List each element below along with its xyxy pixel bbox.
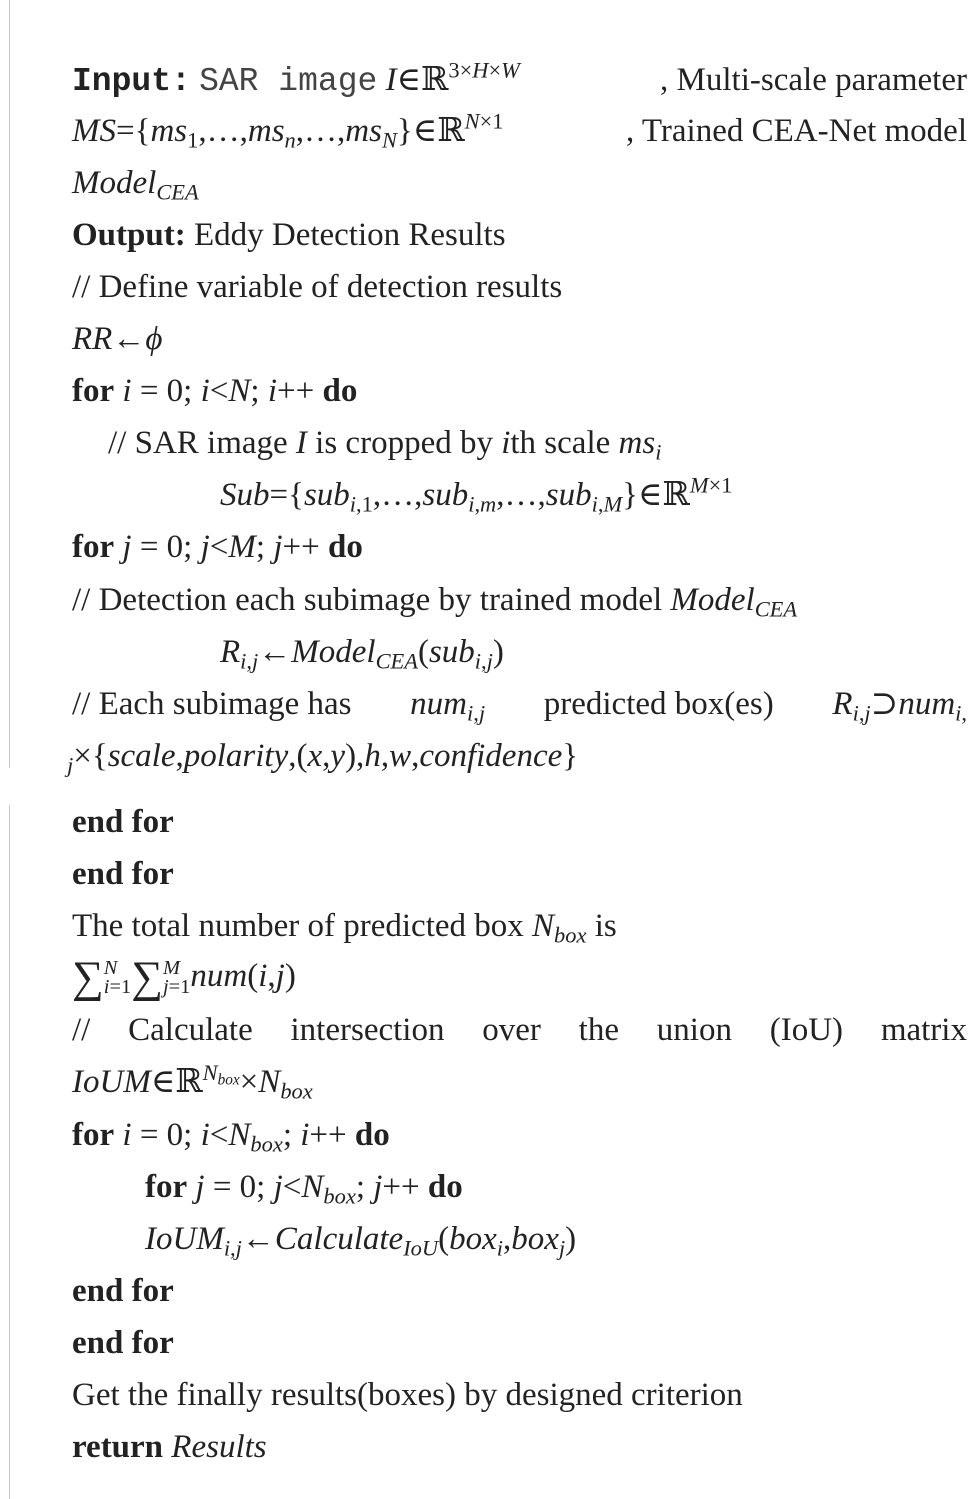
algo-line-sum: ∑ N i=1 ∑ M j=1 num(i,j) xyxy=(72,951,296,1002)
algo-line-ioum-def: $IoUM\in ℝ^{N_{box}}\times N_{box}$ xyxy=(72,1059,313,1104)
algo-line-end-for-4: end for xyxy=(72,1325,174,1361)
algo-line-ms: $MS=\{ms_1,\dots,ms_n,\dots,ms_N\}\in ℝ^{N\times 1}$ , Trained CEA-Net model xyxy=(72,108,967,153)
algo-comment-crop: // SAR image I is cropped by ith scale $ms_i$ xyxy=(108,425,662,465)
algo-comment-define: // Define variable of detection results xyxy=(72,269,563,305)
algo-line-sub: Sub={sub$_{i,1}$,…,sub$_{i,m}$,…,sub$_{i,M}$}∈ℝ$^{M\times 1}$ xyxy=(220,472,733,517)
algo-line-end-for-1: end for xyxy=(72,804,174,840)
algo-comment-detect: // Detection each subimage by trained model Model$_{CEA}$ xyxy=(72,582,798,622)
left-rule-top xyxy=(9,0,10,768)
left-rule-bottom xyxy=(9,805,10,1499)
algo-line-iou-calc: IoUM$_{i,j}$←Calculate$_{IoU}$(box$_i$,box$_j$) xyxy=(145,1221,577,1261)
algo-line-box-tuple: $_j$×{scale,polarity,(x,y),h,w,confidence} xyxy=(67,738,579,778)
algo-line-for-i: for i = 0; i<N; i++ do xyxy=(72,373,358,409)
algo-line-for-j-box: for j = 0; $j<N_{box}$; j++ do xyxy=(145,1169,463,1209)
algo-line-for-j: for j = 0; j<M; j++ do xyxy=(72,529,363,565)
algo-line-detect: $R_{i,j}\leftarrow Model_{CEA}(sub_{i,j})$ xyxy=(220,634,504,674)
algo-line-input: Input: SAR image I∈ℝ$^{3\times H\times W}$ , Multi-scale parameter xyxy=(72,57,967,100)
algo-line-return: return Results xyxy=(72,1429,267,1465)
algo-line-final: Get the finally results(boxes) by designed criterion xyxy=(72,1377,743,1413)
algo-line-total: The total number of predicted box $N_{box}$ is xyxy=(72,908,617,948)
algo-line-end-for-2: end for xyxy=(72,856,174,892)
algo-line-output: Output: Eddy Detection Results xyxy=(72,217,506,253)
algo-line-end-for-3: end for xyxy=(72,1273,174,1309)
algo-line-for-i-box: for i = 0; $i<N_{box}$; i++ do xyxy=(72,1117,390,1157)
algo-comment-iou: // Calculate intersection over the union (IoU) matrix xyxy=(72,1012,967,1048)
algo-line-model: Model$_{CEA}$ xyxy=(72,165,199,205)
algo-comment-each: // Each subimage has num$_{i,j}$ predicted box(es) $R_{i,j}⊃num_{i,}$ xyxy=(72,686,967,726)
algo-line-init: RR←ϕ xyxy=(72,321,163,357)
